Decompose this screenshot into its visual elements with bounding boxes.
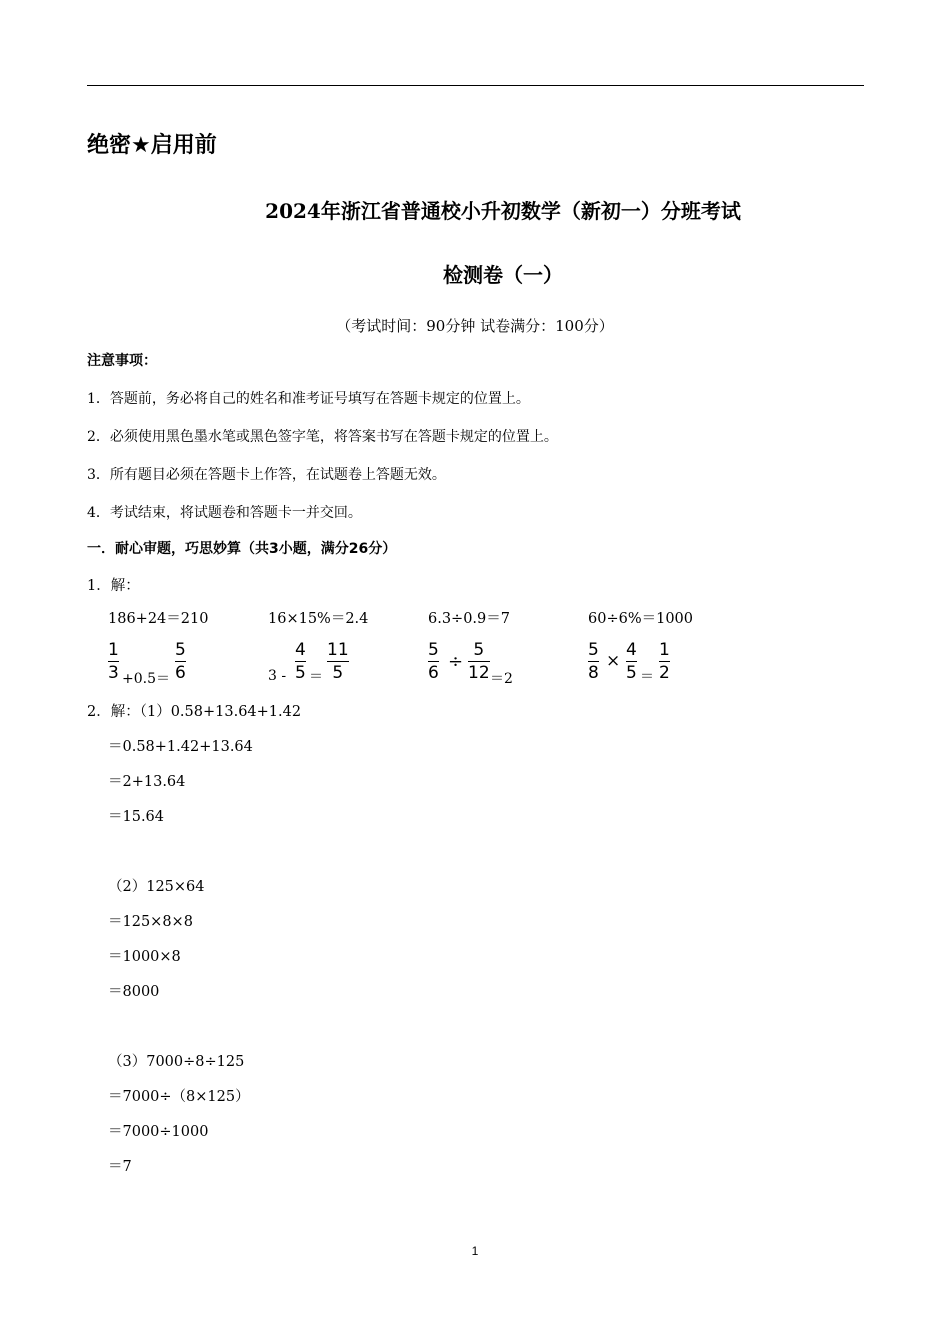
denominator: 3	[108, 663, 119, 683]
fraction	[175, 640, 186, 683]
operator: ＝	[309, 669, 323, 685]
q2-part-label: （2）125×64	[108, 879, 205, 895]
note-item: 3．所有题目必须在答题卡上作答，在试题卷上答题无效。	[87, 467, 446, 483]
denominator: 5	[295, 663, 306, 683]
operator: ÷	[448, 651, 464, 672]
header-rule	[87, 85, 864, 86]
notes-heading: 注意事项：	[87, 353, 157, 369]
fraction	[428, 640, 439, 683]
denominator: 5	[332, 663, 344, 683]
fraction	[468, 640, 490, 683]
section-heading: 一．耐心审题，巧思妙算（共3小题，满分26分）	[87, 541, 397, 557]
page-number: 1	[471, 1244, 479, 1258]
solution-step: ＝15.64	[108, 809, 165, 825]
fraction	[295, 640, 306, 683]
operator: ＝	[640, 669, 654, 685]
fraction-bar	[626, 661, 637, 662]
fraction-bar	[175, 661, 186, 662]
operator: +0.5＝	[122, 671, 170, 687]
solution-step: ＝7	[108, 1159, 132, 1175]
numerator: 5	[473, 640, 485, 660]
q1-expr: 60÷6%＝1000	[588, 611, 694, 627]
solution-step: ＝8000	[108, 984, 160, 1000]
numerator: 1	[108, 640, 119, 660]
numerator: 5	[588, 640, 599, 660]
fraction-bar	[295, 661, 306, 662]
denominator: 12	[468, 663, 490, 683]
denominator: 5	[626, 663, 637, 683]
q2-label: 2．解：（1）0.58+13.64+1.42	[87, 704, 302, 720]
secret-label: 绝密★启用前	[87, 133, 217, 158]
q1-label: 1．解：	[87, 578, 140, 594]
note-item: 2．必须使用黑色墨水笔或黑色签字笔，将答案书写在答题卡规定的位置上。	[87, 429, 558, 445]
denominator: 8	[588, 663, 599, 683]
fraction-bar	[468, 661, 490, 662]
solution-step: ＝125×8×8	[108, 914, 193, 930]
denominator: 2	[659, 663, 670, 683]
numerator: 4	[295, 640, 306, 660]
fraction	[588, 640, 599, 683]
exam-meta: （考试时间：90分钟 试卷满分：100分）	[336, 317, 614, 335]
fraction-bar	[428, 661, 439, 662]
exam-subtitle: 检测卷（一）	[443, 263, 563, 287]
q1-expr: 16×15%＝2.4	[268, 611, 369, 627]
solution-step: ＝1000×8	[108, 949, 181, 965]
fraction	[108, 640, 119, 683]
fraction	[327, 640, 349, 683]
denominator: 6	[175, 663, 186, 683]
q1-expr: 186+24＝210	[108, 611, 209, 627]
numerator: 1	[659, 640, 670, 660]
operator: 3 -	[268, 668, 287, 684]
solution-step: ＝2+13.64	[108, 774, 186, 790]
fraction	[626, 640, 637, 683]
numerator: 5	[175, 640, 186, 660]
operator: ＝2	[490, 671, 513, 687]
fraction-bar	[327, 661, 349, 662]
fraction-bar	[588, 661, 599, 662]
fraction	[659, 640, 670, 683]
fraction-bar	[659, 661, 670, 662]
numerator: 5	[428, 640, 439, 660]
numerator: 4	[626, 640, 637, 660]
exam-title: 2024年浙江省普通校小升初数学（新初一）分班考试	[265, 199, 741, 223]
note-item: 4．考试结束，将试题卷和答题卡一并交回。	[87, 505, 362, 521]
solution-step: ＝0.58+1.42+13.64	[108, 739, 253, 755]
note-item: 1．答题前，务必将自己的姓名和准考证号填写在答题卡规定的位置上。	[87, 391, 530, 407]
solution-step: ＝7000÷1000	[108, 1124, 209, 1140]
numerator: 11	[327, 640, 349, 660]
q1-expr: 6.3÷0.9＝7	[428, 611, 510, 627]
q2-part-label: （3）7000÷8÷125	[108, 1054, 245, 1070]
denominator: 6	[428, 663, 439, 683]
solution-step: ＝7000÷（8×125）	[108, 1089, 250, 1105]
fraction-bar	[108, 661, 119, 662]
operator: ×	[606, 651, 621, 671]
